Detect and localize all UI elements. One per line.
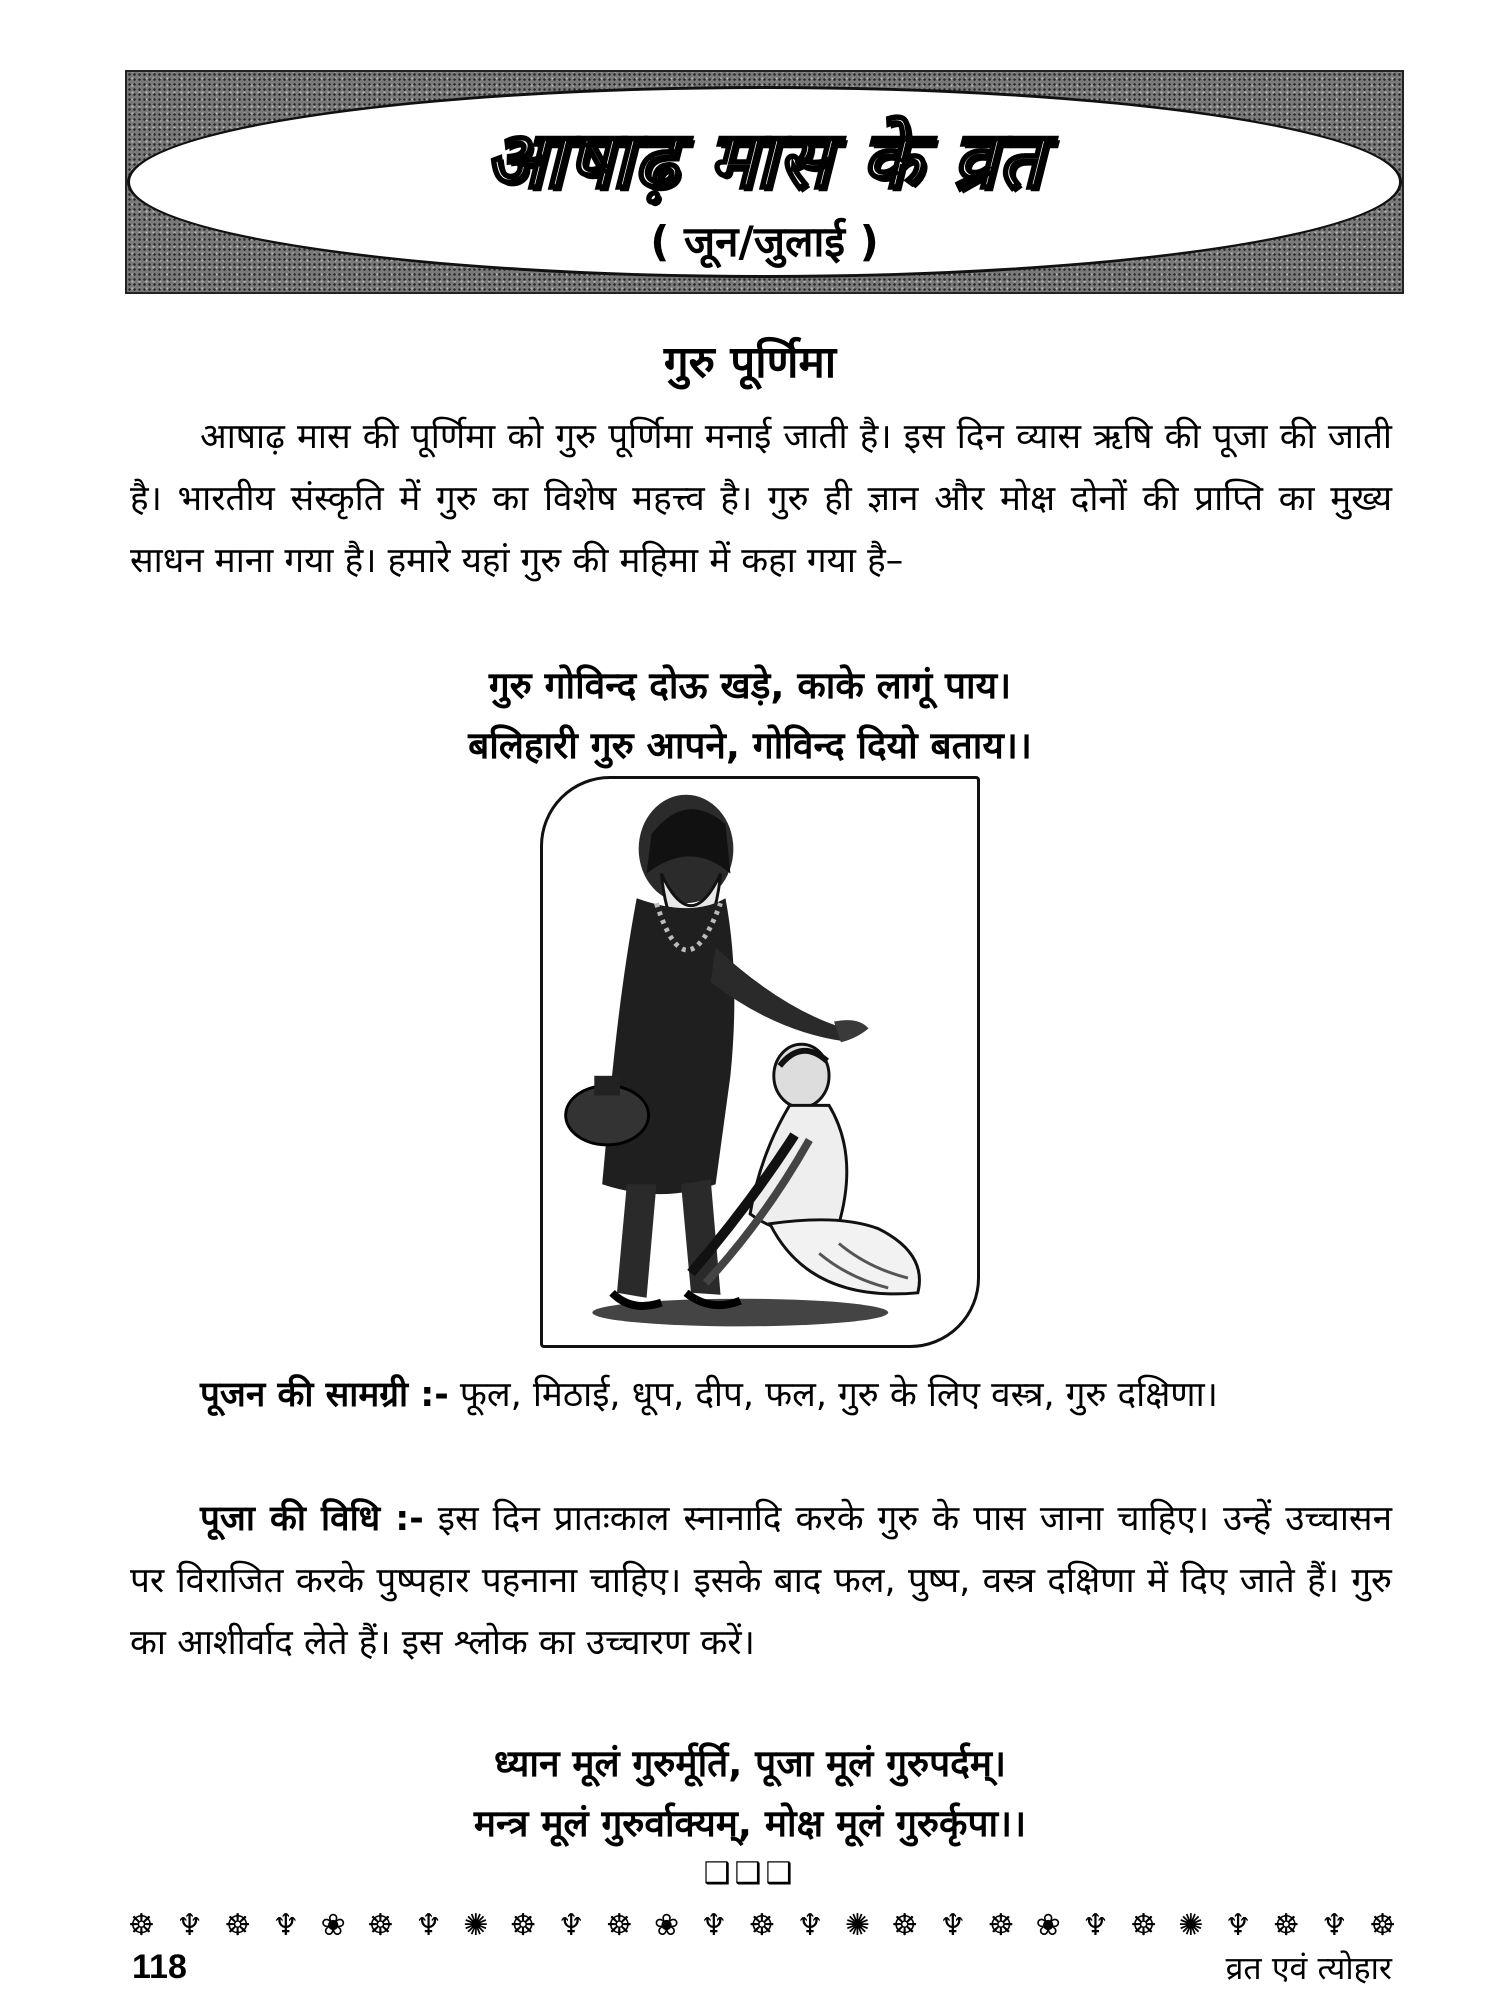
couplet-1 xyxy=(0,656,1500,776)
ornament-icon: ♆ xyxy=(557,1908,585,1943)
ornament-icon: ☸ xyxy=(891,1908,919,1943)
intro-paragraph xyxy=(130,406,1392,592)
book-title: व्रत एवं त्योहार xyxy=(1225,1949,1392,1987)
page-number: 118 xyxy=(132,1948,187,1986)
ornament-icon: ☸ xyxy=(366,1908,394,1943)
ornament-icon: ✺ xyxy=(463,1908,489,1943)
couplet-2 xyxy=(0,1734,1500,1854)
section-title: गुरु पूर्णिमा xyxy=(663,337,837,388)
header-banner xyxy=(125,70,1404,294)
ornament-icon: ☸ xyxy=(748,1908,776,1943)
ornament-icon: ❀ xyxy=(654,1908,680,1943)
couplet-2-line-1: ध्यान मूलं गुरुर्मूर्ति, पूजा मूलं गुरुपर्दम्। xyxy=(494,1742,1006,1785)
ornament-icon: ♆ xyxy=(272,1908,300,1943)
ornament-icon: ♆ xyxy=(415,1908,442,1943)
couplet-1-line-1: गुरु गोविन्द दोऊ खड़े, काके लागूं पाय। xyxy=(488,664,1012,707)
ornament-icon: ☸ xyxy=(1130,1908,1158,1943)
ornament-icon: ☸ xyxy=(605,1908,633,1943)
chapter-subtitle: ( जून/जुलाई ) xyxy=(650,217,879,266)
vidhi-label: पूजा की विधि :- xyxy=(200,1499,424,1539)
vidhi-text: इस दिन प्रातःकाल स्नानादि करके गुरु के पास जाना चाहिए। उन्हें उच्चासन पर विराजित करके पुष्पहार पहनाना चाहिए। इसके बाद फल, पुष्प, वस्त्र दक्षिणा में दिए जाते हैं। गुरु का आशीर्वाद लेते हैं। इस श्लोक का उच्चारण करें। xyxy=(130,1499,1392,1663)
end-marks: ❑❑❑ xyxy=(703,1856,797,1891)
ornament-icon: ✺ xyxy=(1178,1908,1204,1943)
ornamental-border xyxy=(128,1906,1396,1946)
ornament-icon: ♆ xyxy=(939,1908,967,1943)
samagri-paragraph xyxy=(130,1364,1392,1426)
guru-disciple-illustration xyxy=(540,776,980,1348)
chapter-title: आषाढ़ मास के व्रत xyxy=(484,115,1045,206)
ornament-icon: ♆ xyxy=(700,1908,728,1943)
samagri-text: फूल, मिठाई, धूप, दीप, फल, गुरु के लिए वस्त्र, गुरु दक्षिणा। xyxy=(448,1375,1218,1415)
ornament-icon: ♆ xyxy=(176,1908,204,1943)
ornament-icon: ♆ xyxy=(1224,1908,1252,1943)
ornament-icon: ❀ xyxy=(1035,1908,1061,1943)
samagri-label: पूजन की सामग्री :- xyxy=(200,1375,449,1415)
ornament-icon: ☸ xyxy=(1369,1908,1396,1943)
ornament-icon: ✺ xyxy=(844,1908,870,1943)
ornament-icon: ♆ xyxy=(1081,1908,1109,1943)
ornament-icon: ❀ xyxy=(320,1908,346,1943)
ornament-icon: ☸ xyxy=(509,1908,537,1943)
ornament-icon: ☸ xyxy=(224,1908,252,1943)
ornament-icon: ☸ xyxy=(128,1908,155,1943)
ornament-icon: ♆ xyxy=(1320,1908,1348,1943)
couplet-2-line-2: मन्त्र मूलं गुरुर्वाक्यम्, मोक्ष मूलं गुरुर्कृपा।। xyxy=(473,1802,1027,1845)
ornament-icon: ☸ xyxy=(987,1908,1015,1943)
intro-text: आषाढ़ मास की पूर्णिमा को गुरु पूर्णिमा मनाई जाती है। इस दिन व्यास ऋषि की पूजा की जाती है। भारतीय संस्कृति में गुरु का विशेष महत्त्व है। गुरु ही ज्ञान और मोक्ष दोनों की प्राप्ति का मुख्य साधन माना गया है। हमारे यहां गुरु की महिमा में कहा गया है– xyxy=(130,417,1392,581)
illustration-drawing xyxy=(543,779,977,1345)
ornament-icon: ☸ xyxy=(1272,1908,1300,1943)
couplet-1-line-2: बलिहारी गुरु आपने, गोविन्द दियो बताय।। xyxy=(468,724,1032,767)
ornament-icon: ♆ xyxy=(796,1908,824,1943)
vidhi-paragraph xyxy=(130,1488,1392,1674)
